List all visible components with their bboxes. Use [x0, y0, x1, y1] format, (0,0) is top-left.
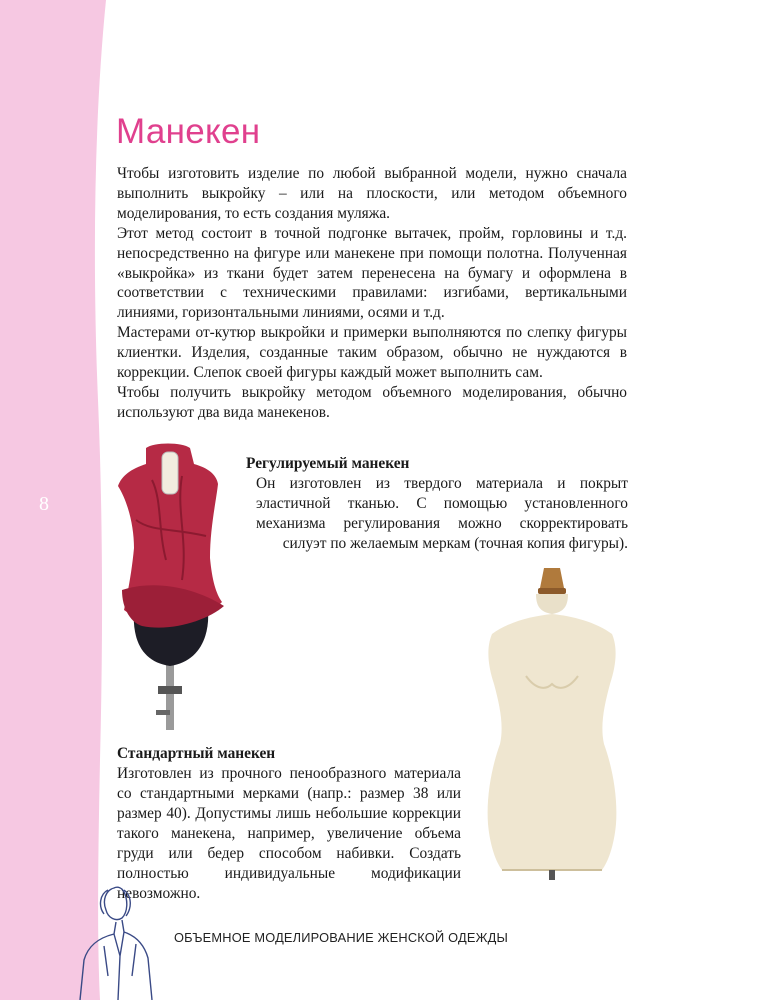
adjustable-mannequin-section [246, 454, 628, 554]
cream-mannequin-icon [478, 566, 626, 886]
adjustable-heading: Регулируемый манекен [246, 455, 410, 472]
standard-heading: Стандартный манекен [117, 745, 276, 762]
standard-mannequin-section [117, 744, 461, 904]
intro-paragraph: Чтобы получить выкройку методом объемного моделирования, обычно используют два вида манекенов. [117, 383, 627, 421]
intro-paragraph: Чтобы изготовить изделие по любой выбранной модели, нужно сначала выполнить выкройку – или на плоскости, или методом объемного моделирования, то есть создания муляжа. [117, 165, 627, 222]
page-number: 8 [39, 493, 49, 515]
red-draped-mannequin-icon [112, 440, 232, 740]
side-band [0, 0, 120, 1000]
intro-text [117, 164, 627, 423]
intro-paragraph: Мастерами от-кутюр выкройки и примерки выполняются по слепку фигуры клиентки. Изделия, созданные таким образом, обычно не нуждаются в коррекции. Слепок своей фигуры каждый может выполнить сам. [117, 324, 627, 382]
woman-sketch-icon [78, 880, 158, 1000]
intro-paragraph: Этот метод состоит в точной подгонке вытачек, пройм, горловины и т.д. непосредственно на фигуре или манекене при помощи полотна. Полученная «выкройка» из ткани будет затем перенесена на бумагу и оформлена в соответствии с техническими правилами: изгибами, вертикальными линиями, горизонтальными линиями, осями и т.д. [117, 224, 627, 322]
standard-text: Изготовлен из прочного пенообразного материала со стандартными мерками (напр.: размер 38 или размер 40). Допустимы лишь небольшие коррекции такого манекена, например, увеличение объема груди или бедер способом набивки. Создать полностью индивидуальные модификации невозможно. [117, 765, 461, 902]
adjustable-text: Он изготовлен из твердого материала и покрыт эластичной тканью. С помощью установленного механизма регулирования можно скорректировать силуэт по желаемым меркам (точная копия фигуры). [256, 475, 628, 552]
footer-title: ОБЪЕМНОЕ МОДЕЛИРОВАНИЕ ЖЕНСКОЙ ОДЕЖДЫ [174, 930, 508, 945]
page-title: Манекен [116, 112, 261, 151]
